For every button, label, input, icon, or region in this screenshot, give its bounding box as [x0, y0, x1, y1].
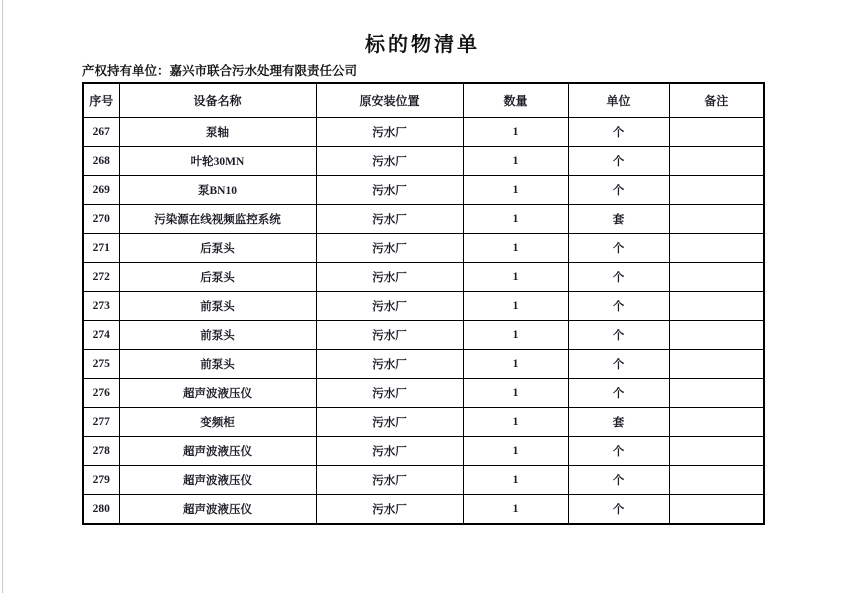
remarks-cell	[669, 495, 764, 525]
equipment-name-cell: 变频柜	[119, 408, 316, 437]
remarks-cell	[669, 263, 764, 292]
equipment-name-cell: 超声波液压仪	[119, 379, 316, 408]
install-location-cell: 污水厂	[316, 379, 463, 408]
unit-cell: 个	[568, 292, 669, 321]
equipment-name-cell: 超声波液压仪	[119, 466, 316, 495]
install-location-cell: 污水厂	[316, 234, 463, 263]
table-row	[83, 147, 764, 176]
remarks-cell	[669, 147, 764, 176]
serial-number-cell: 271	[83, 234, 119, 263]
table-row	[83, 350, 764, 379]
equipment-name-cell: 泵BN10	[119, 176, 316, 205]
table-header-row	[83, 83, 764, 118]
equipment-name-cell: 后泵头	[119, 263, 316, 292]
quantity-cell: 1	[463, 234, 568, 263]
quantity-cell: 1	[463, 176, 568, 205]
unit-cell: 个	[568, 234, 669, 263]
header-unit: 单位	[568, 83, 669, 118]
quantity-cell: 1	[463, 379, 568, 408]
header-quantity: 数量	[463, 83, 568, 118]
quantity-cell: 1	[463, 495, 568, 525]
install-location-cell: 污水厂	[316, 292, 463, 321]
serial-number-cell: 280	[83, 495, 119, 525]
remarks-cell	[669, 176, 764, 205]
unit-cell: 个	[568, 466, 669, 495]
table-row	[83, 234, 764, 263]
equipment-name-cell: 前泵头	[119, 321, 316, 350]
serial-number-cell: 274	[83, 321, 119, 350]
table-row	[83, 292, 764, 321]
document-title: 标的物清单	[365, 34, 480, 56]
serial-number-cell: 278	[83, 437, 119, 466]
quantity-cell: 1	[463, 205, 568, 234]
install-location-cell: 污水厂	[316, 263, 463, 292]
serial-number-cell: 268	[83, 147, 119, 176]
header-remarks: 备注	[669, 83, 764, 118]
table-row	[83, 379, 764, 408]
unit-cell: 个	[568, 379, 669, 408]
equipment-name-cell: 前泵头	[119, 350, 316, 379]
install-location-cell: 污水厂	[316, 147, 463, 176]
unit-cell: 个	[568, 176, 669, 205]
install-location-cell: 污水厂	[316, 176, 463, 205]
remarks-cell	[669, 466, 764, 495]
quantity-cell: 1	[463, 437, 568, 466]
serial-number-cell: 277	[83, 408, 119, 437]
install-location-cell: 污水厂	[316, 437, 463, 466]
equipment-name-cell: 叶轮30MN	[119, 147, 316, 176]
equipment-name-cell: 前泵头	[119, 292, 316, 321]
equipment-name-cell: 超声波液压仪	[119, 437, 316, 466]
quantity-cell: 1	[463, 350, 568, 379]
install-location-cell: 污水厂	[316, 350, 463, 379]
install-location-cell: 污水厂	[316, 205, 463, 234]
quantity-cell: 1	[463, 466, 568, 495]
install-location-cell: 污水厂	[316, 466, 463, 495]
serial-number-cell: 269	[83, 176, 119, 205]
serial-number-cell: 273	[83, 292, 119, 321]
table-row	[83, 263, 764, 292]
quantity-cell: 1	[463, 321, 568, 350]
remarks-cell	[669, 292, 764, 321]
property-owner-line: 产权持有单位：嘉兴市联合污水处理有限责任公司	[82, 64, 358, 78]
table-row	[83, 495, 764, 525]
remarks-cell	[669, 321, 764, 350]
remarks-cell	[669, 205, 764, 234]
table-row	[83, 437, 764, 466]
unit-cell: 套	[568, 408, 669, 437]
header-serial-number: 序号	[83, 83, 119, 118]
serial-number-cell: 276	[83, 379, 119, 408]
install-location-cell: 污水厂	[316, 495, 463, 525]
install-location-cell: 污水厂	[316, 118, 463, 147]
quantity-cell: 1	[463, 263, 568, 292]
equipment-name-cell: 污染源在线视频监控系统	[119, 205, 316, 234]
serial-number-cell: 279	[83, 466, 119, 495]
serial-number-cell: 270	[83, 205, 119, 234]
items-table	[82, 82, 765, 525]
remarks-cell	[669, 118, 764, 147]
remarks-cell	[669, 408, 764, 437]
page-left-edge-line	[2, 0, 3, 593]
table-row	[83, 118, 764, 147]
table-row	[83, 408, 764, 437]
unit-cell: 个	[568, 350, 669, 379]
remarks-cell	[669, 437, 764, 466]
remarks-cell	[669, 350, 764, 379]
serial-number-cell: 275	[83, 350, 119, 379]
equipment-name-cell: 泵轴	[119, 118, 316, 147]
quantity-cell: 1	[463, 408, 568, 437]
install-location-cell: 污水厂	[316, 321, 463, 350]
equipment-name-cell: 超声波液压仪	[119, 495, 316, 525]
equipment-name-cell: 后泵头	[119, 234, 316, 263]
table-row	[83, 466, 764, 495]
unit-cell: 个	[568, 263, 669, 292]
unit-cell: 个	[568, 321, 669, 350]
unit-cell: 个	[568, 118, 669, 147]
serial-number-cell: 272	[83, 263, 119, 292]
unit-cell: 套	[568, 205, 669, 234]
quantity-cell: 1	[463, 118, 568, 147]
remarks-cell	[669, 379, 764, 408]
table-row	[83, 321, 764, 350]
unit-cell: 个	[568, 495, 669, 525]
unit-cell: 个	[568, 437, 669, 466]
quantity-cell: 1	[463, 147, 568, 176]
install-location-cell: 污水厂	[316, 408, 463, 437]
serial-number-cell: 267	[83, 118, 119, 147]
header-equipment-name: 设备名称	[119, 83, 316, 118]
table-row	[83, 205, 764, 234]
unit-cell: 个	[568, 147, 669, 176]
remarks-cell	[669, 234, 764, 263]
table-row	[83, 176, 764, 205]
quantity-cell: 1	[463, 292, 568, 321]
header-install-location: 原安装位置	[316, 83, 463, 118]
